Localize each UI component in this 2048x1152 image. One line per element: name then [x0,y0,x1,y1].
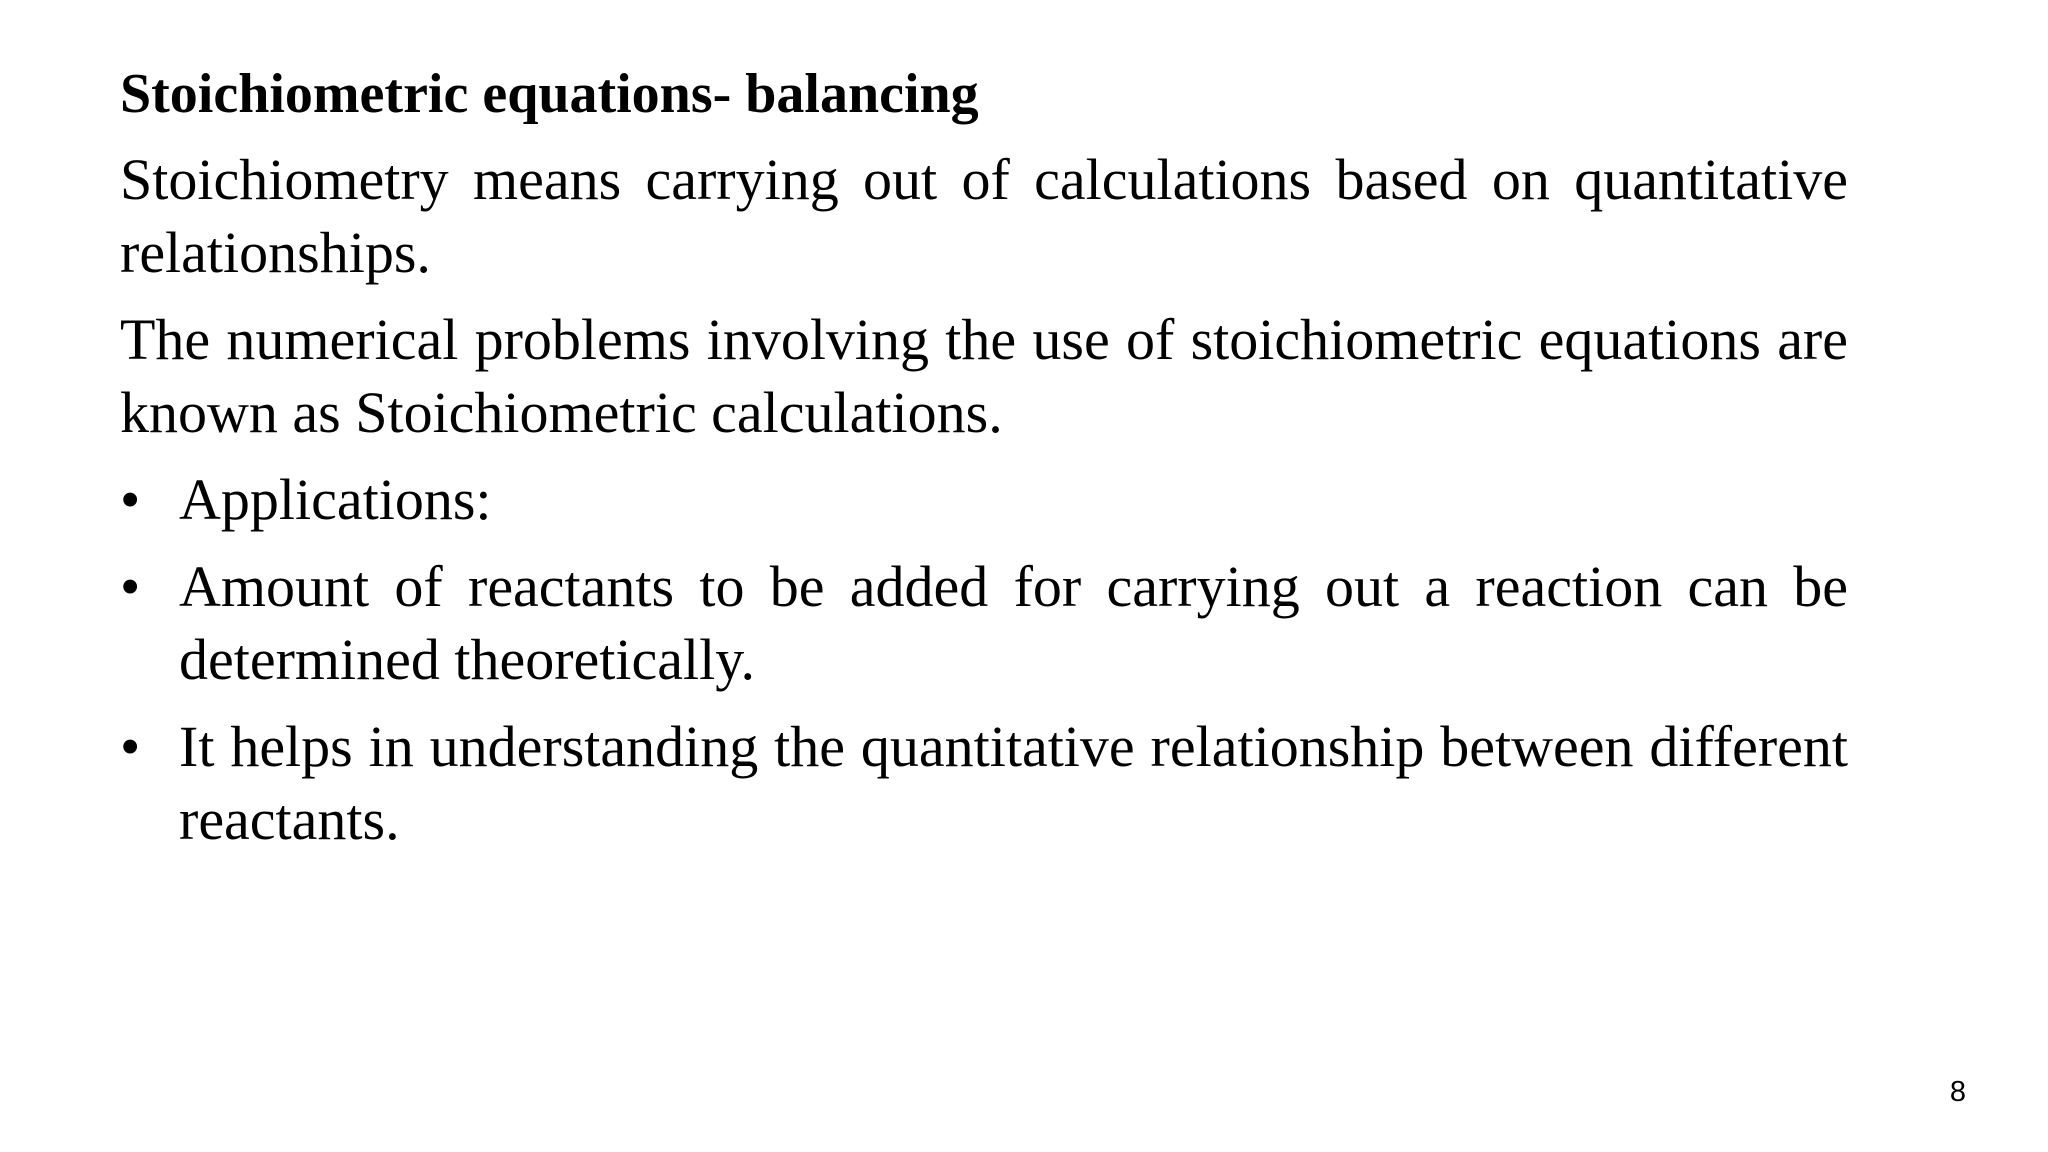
page-number: 8 [1949,1076,1967,1108]
bullet-icon: • [120,554,141,619]
bullet-item-applications [120,463,1848,536]
bullet-icon: • [120,467,141,532]
bullet-icon: • [120,714,141,779]
calculations-paragraph: The numerical problems involving the use of stoichiometric equations are known as Stoichiometric calculations. [120,307,1848,445]
slide-content [120,58,1848,870]
definition-paragraph: Stoichiometry means carrying out of calculations based on quantitative relationships. [120,147,1848,285]
bullet-text: Amount of reactants to be added for carrying out a reaction can be determined theoretically. [179,554,1848,692]
bullet-text: It helps in understanding the quantitative relationship between different reactants. [179,714,1848,852]
bullet-item-reactant-amount [120,550,1848,696]
bullet-item-quantitative-relationship [120,710,1848,856]
slide-title: Stoichiometric equations- balancing [120,63,979,125]
bullet-text: Applications: [179,467,492,532]
bullet-list [120,463,1848,856]
